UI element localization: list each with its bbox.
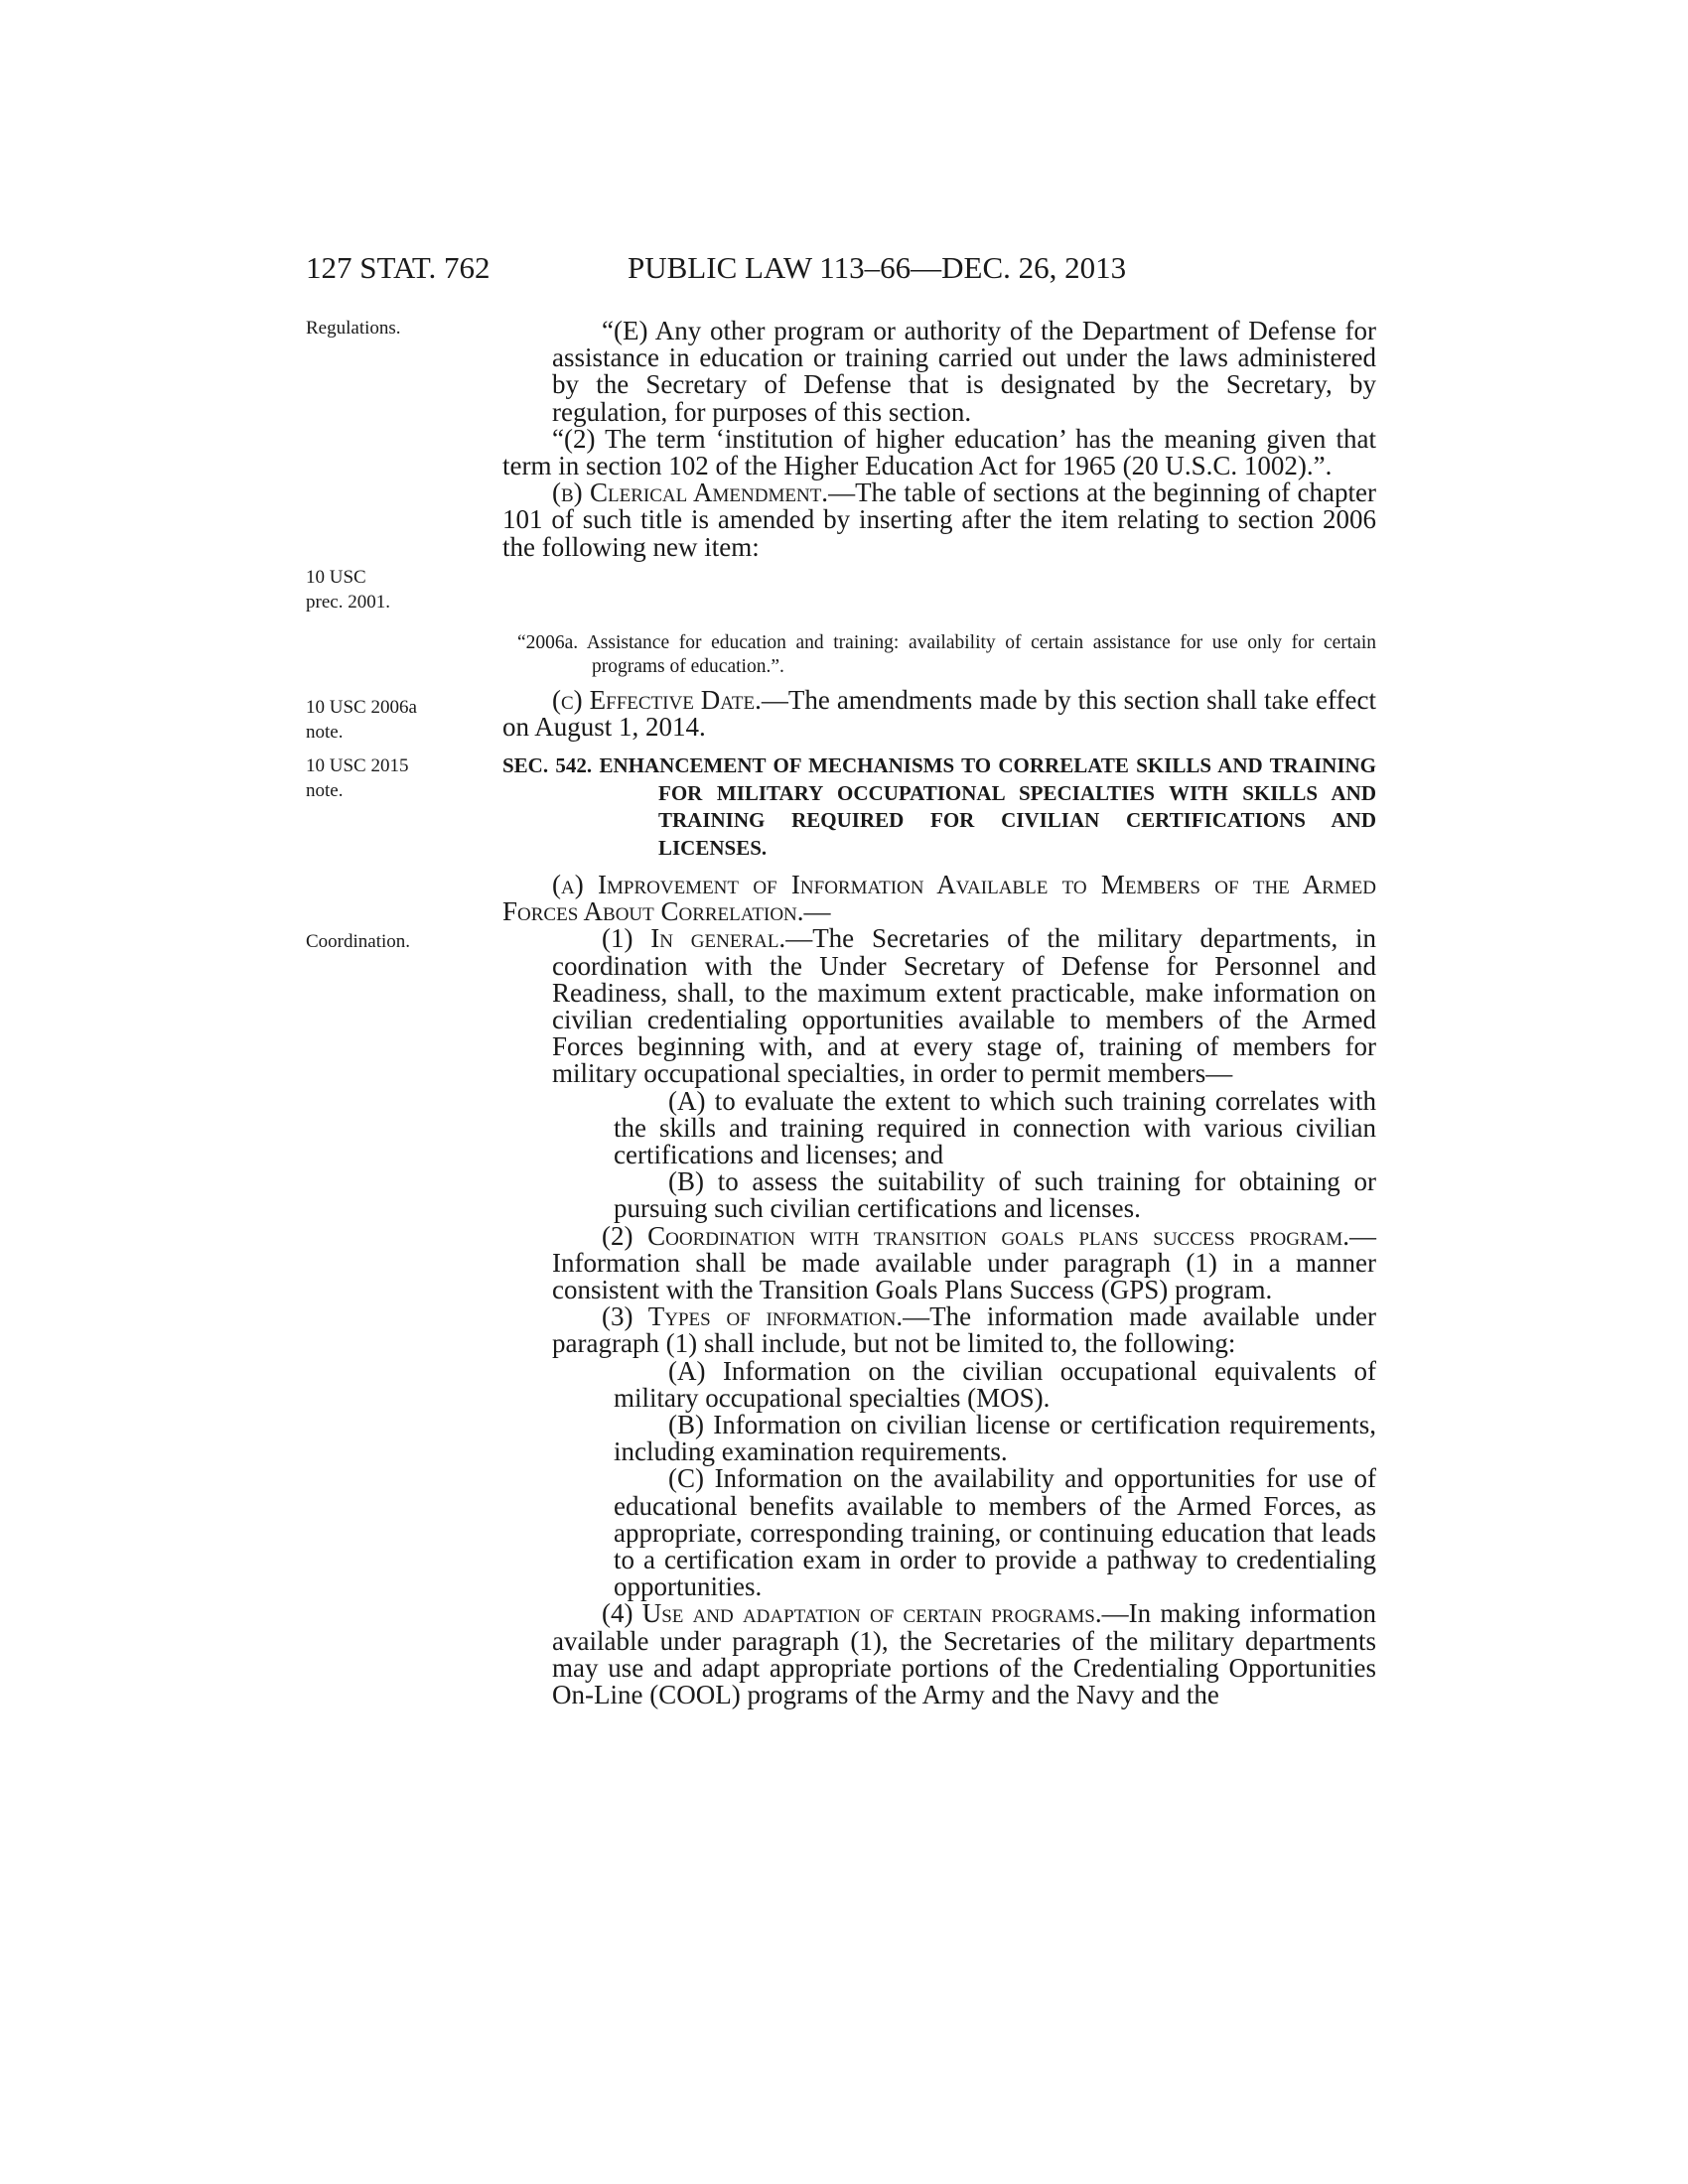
paragraph-1 <box>502 925 1376 1087</box>
subsection-c-heading: (c) Effective Date. <box>552 685 762 715</box>
paragraph-2 <box>502 1220 1376 1305</box>
paragraph-2-heading: (2) Coordination with transition goals plans success program. <box>602 1220 1349 1251</box>
paragraph-2-text: —Information shall be made available under paragraph (1) in a manner consistent with the Transition Goals Plans Success (GPS) program. <box>552 1220 1376 1305</box>
paragraph-1-text: —The Secretaries of the military departments, in coordination with the Under Secretary of Defense for Personnel and Readiness, shall, to the maximum extent practicable, make information on civilian credentialing opportunities available to members of the Armed Forces beginning with, and at every stage of, training of members for military occupational specialties, in order to permit members— <box>552 923 1376 1089</box>
subparagraph-e: “(E) Any other program or authority of the Department of Defense for assistance in education or training carried out under the laws administered by the Secretary of Defense that is designated by the Secretary, by regulation, for purposes of this section. <box>552 316 1376 427</box>
paragraph-2-definition: “(2) The term ‘institution of higher education’ has the meaning given that term in section 102 of the Higher Education Act for 1965 (20 U.S.C. 1002).”. <box>502 423 1376 481</box>
section-542-heading-block <box>502 752 1376 862</box>
margin-note-regulations: Regulations. <box>306 318 401 339</box>
paragraph-4 <box>502 1600 1376 1708</box>
paragraph-1-subparagraph-b: (B) to assess the suitability of such training for obtaining or pursuing such civilian certifications and licenses. <box>614 1166 1376 1224</box>
margin-note-usc-2006a: 10 USC 2006a note. <box>306 697 417 743</box>
subsection-a-heading: (a) Improvement of Information Available to Members of the Armed Forces About Correlation.— <box>502 870 1376 927</box>
subsection-b-heading: (b) Clerical Amendment. <box>552 478 829 508</box>
paragraph-4-text: —In making information available under paragraph (1), the Secretaries of the military departments may use and adapt appropriate portions of the Credentialing Opportunities On-Line (COOL) programs of the Army and the Navy and the <box>552 1598 1376 1710</box>
paragraph-3-subparagraph-a: (A) Information on the civilian occupational equivalents of military occupational specialties (MOS). <box>614 1355 1376 1413</box>
toc-item-2006a: “2006a. Assistance for education and training: availability of certain assistance for use only for certain programs of education.”. <box>517 632 1376 677</box>
subsection-c-block <box>502 687 1376 741</box>
stat-page-number: 127 STAT. 762 <box>306 250 491 285</box>
paragraph-3 <box>502 1303 1376 1357</box>
margin-note-usc-prec-2001: 10 USC prec. 2001. <box>306 567 390 613</box>
subsection-b <box>502 479 1376 561</box>
section-542-body <box>502 872 1376 1708</box>
subsection-c <box>502 687 1376 741</box>
subsection-c-text: —The amendments made by this section shall take effect on August 1, 2014. <box>502 685 1376 743</box>
paragraph-1-heading: (1) In general. <box>602 923 786 954</box>
table-of-sections-item <box>502 631 1376 679</box>
subsection-b-text: —The table of sections at the beginning of chapter 101 of such title is amended by inserting after the item relating to section 2006 the following new item: <box>502 478 1376 562</box>
margin-note-coordination: Coordination. <box>306 931 411 952</box>
paragraph-3-subparagraph-b: (B) Information on civilian license or certification requirements, including examination requirements. <box>614 1410 1376 1467</box>
paragraph-1-subparagraph-a: (A) to evaluate the extent to which such training correlates with the skills and training required in connection with various civilian certifications and licenses; and <box>614 1085 1376 1170</box>
margin-note-usc-2015: 10 USC 2015 note. <box>306 755 409 801</box>
section-542-heading: SEC. 542. ENHANCEMENT OF MECHANISMS TO CORRELATE SKILLS AND TRAINING FOR MILITARY OCCUPATIONAL SPECIALTIES WITH SKILLS AND TRAINING REQUIRED FOR CIVILIAN CERTIFICATIONS AND LICENSES. <box>502 753 1376 860</box>
paragraph-3-heading: (3) Types of information. <box>602 1301 904 1332</box>
paragraph-4-heading: (4) Use and adaptation of certain programs. <box>602 1598 1102 1629</box>
text-block-top <box>502 318 1376 561</box>
paragraph-3-text: —The information made available under paragraph (1) shall include, but not be limited to, the following: <box>552 1301 1376 1359</box>
law-title-header: PUBLIC LAW 113–66—DEC. 26, 2013 <box>628 250 1127 285</box>
paragraph-3-subparagraph-c: (C) Information on the availability and opportunities for use of educational benefits available to members of the Armed Forces, as appropriate, corresponding training, or continuing education that leads to a certification exam in order to provide a pathway to credentialing opportunities. <box>614 1463 1376 1602</box>
